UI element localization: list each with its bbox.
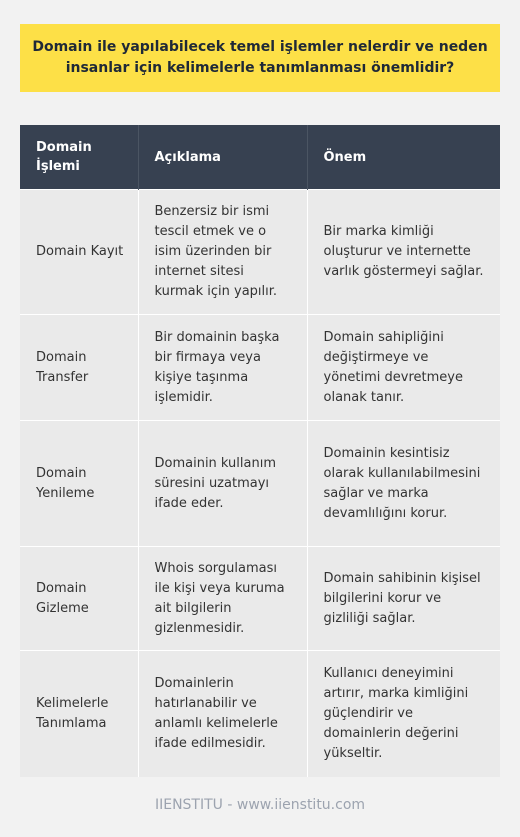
page-title: Domain ile yapılabilecek temel işlemler nelerdir ve neden insanlar için kelimelerle tanımlanması önemlidir? bbox=[32, 39, 488, 76]
cell-description: Benzersiz bir ismi tescil etmek ve o isim üzerinden bir internet sitesi kurmak için yapılır. bbox=[138, 190, 307, 315]
cell-description: Bir domainin başka bir firmaya veya kişiye taşınma işlemidir. bbox=[138, 315, 307, 421]
cell-description: Domainlerin hatırlanabilir ve anlamlı kelimelerle ifade edilmesidir. bbox=[138, 651, 307, 778]
header-aciklama: Açıklama bbox=[138, 125, 307, 190]
table-header-row bbox=[20, 125, 500, 190]
cell-operation: Domain Kayıt bbox=[20, 190, 138, 315]
title-banner bbox=[20, 24, 500, 92]
cell-importance: Domain sahipliğini değiştirmeye ve yönetimi devretmeye olanak tanır. bbox=[307, 315, 500, 421]
footer-credit: IIENSTITU - www.iienstitu.com bbox=[154, 797, 366, 813]
cell-description: Whois sorgulaması ile kişi veya kuruma ait bilgilerin gizlenmesidir. bbox=[138, 547, 307, 651]
cell-operation: Domain Transfer bbox=[20, 315, 138, 421]
header-onem: Önem bbox=[307, 125, 500, 190]
table-row bbox=[20, 315, 500, 421]
table-row bbox=[20, 547, 500, 651]
cell-description: Domainin kullanım süresini uzatmayı ifade eder. bbox=[138, 421, 307, 547]
cell-importance: Domainin kesintisiz olarak kullanılabilmesini sağlar ve marka devamlılığını korur. bbox=[307, 421, 500, 547]
table-row bbox=[20, 190, 500, 315]
table-row bbox=[20, 651, 500, 778]
domain-operations-table bbox=[20, 125, 500, 777]
cell-importance: Bir marka kimliği oluşturur ve internette varlık göstermeyi sağlar. bbox=[307, 190, 500, 315]
cell-importance: Kullanıcı deneyimini artırır, marka kimliğini güçlendirir ve domainlerin değerini yükseltir. bbox=[307, 651, 500, 778]
header-domain-islemi: Domain İşlemi bbox=[20, 125, 138, 190]
cell-importance: Domain sahibinin kişisel bilgilerini korur ve gizliliği sağlar. bbox=[307, 547, 500, 651]
cell-operation: Domain Yenileme bbox=[20, 421, 138, 547]
cell-operation: Domain Gizleme bbox=[20, 547, 138, 651]
cell-operation: Kelimelerle Tanımlama bbox=[20, 651, 138, 778]
table-row bbox=[20, 421, 500, 547]
